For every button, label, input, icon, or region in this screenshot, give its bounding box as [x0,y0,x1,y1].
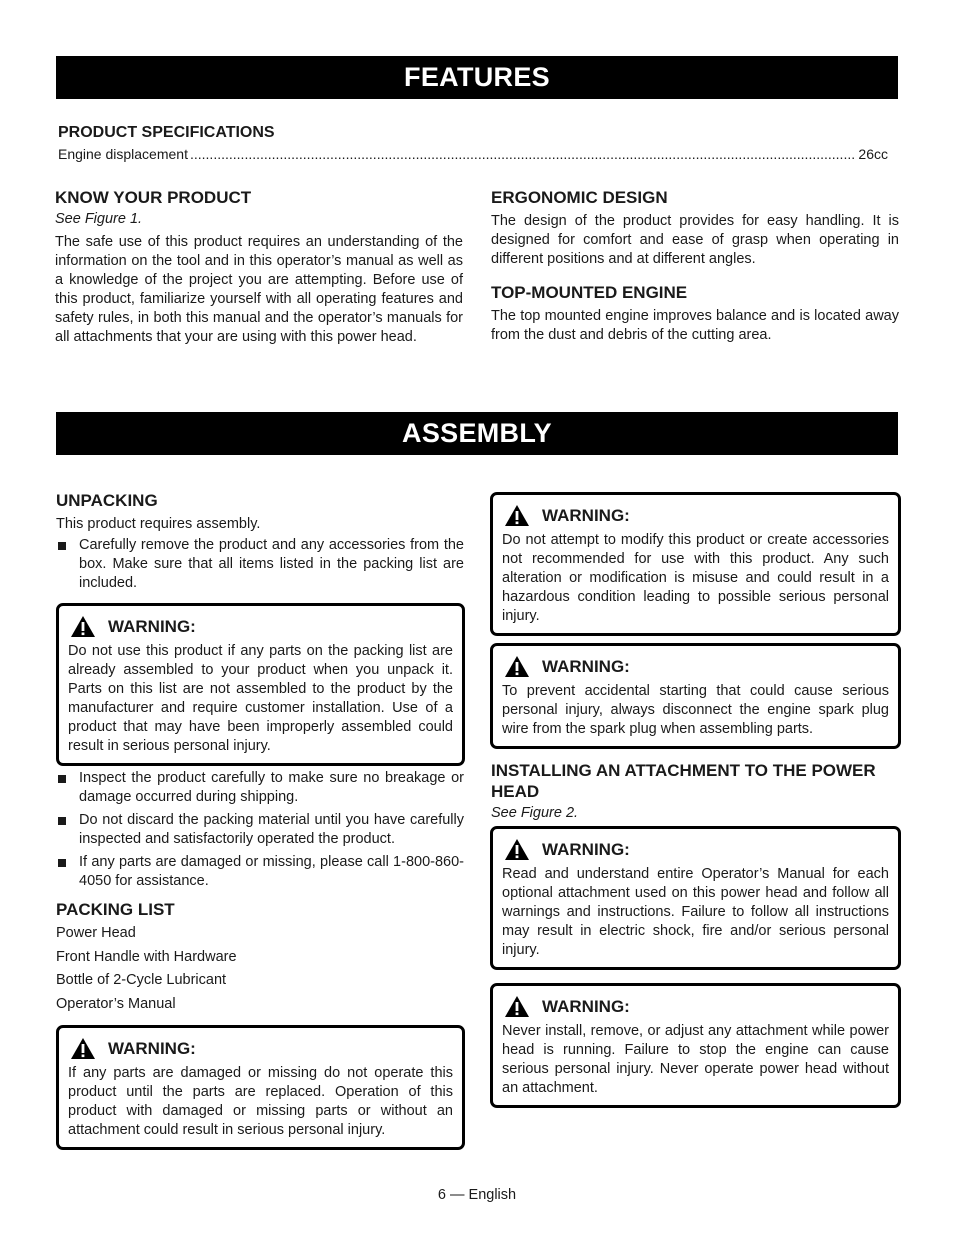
warning-header [502,995,889,1018]
warning-text: Do not attempt to modify this product or create accessories not recommended for use with this product. Any such alteration or modification is misuse and could result in a hazardous condition leading to possible serious personal injury. [502,532,889,624]
warning-label: WARNING: [108,1038,196,1058]
unpacking-section [56,490,464,597]
warning-header [502,655,889,678]
warning-triangle-icon [504,504,530,527]
assembly-banner: ASSEMBLY [56,412,898,455]
know-your-product-text: The safe use of this product requires an understanding of the information on the tool and in this operator’s manual as well as a knowledge of the project you are attempting. Before use of this product, familiarize yourself with all operating features and safety rules, in both this manual and the operator’s manuals for all attachments that your are using with this power head. [55,234,463,345]
bullet-icon [58,859,66,867]
spec-value: 26cc [858,146,888,162]
list-item-text: If any parts are damaged or missing, please call 1-800-860-4050 for assistance. [79,854,464,889]
packing-list-item: Operator’s Manual [56,995,176,1012]
packing-list-item: Front Handle with Hardware [56,948,237,965]
warning-text: Do not use this product if any parts on the packing list are already assembled to your product when you unpack it. Parts on this list are not assembled to the product by the manufacturer and require customer installation. Use of a product that may have been improperly assembled could result in serious personal injury. [68,643,453,754]
list-item [56,769,464,807]
warning-text: Read and understand entire Operator’s Manual for each optional attachment used on this power head and follow all warnings and instructions. Failure to follow all instructions may result in electric shock, fire and/or serious personal injury. [502,866,889,958]
list-item [56,811,464,849]
warning-label: WARNING: [542,996,630,1016]
warning-header [502,504,889,527]
packing-list-section [56,899,464,1016]
list-item-text: Carefully remove the product and any accessories from the box. Make sure that all items listed in the packing list are included. [79,537,464,591]
features-banner: FEATURES [56,56,898,99]
bullet-icon [58,775,66,783]
warning-triangle-icon [504,655,530,678]
list-item [56,536,464,593]
know-your-product-heading: KNOW YOUR PRODUCT [55,188,252,207]
top-mounted-engine-section [491,282,899,345]
packing-list-item: Bottle of 2-Cycle Lubricant [56,972,227,988]
know-your-product-section [55,187,463,347]
list-item-text: Do not discard the packing material until you have carefully inspected and satisfactorily operated the product. [79,812,464,847]
top-mounted-engine-heading: TOP-MOUNTED ENGINE [491,283,688,302]
spec-label: Engine displacement [58,146,188,162]
warning-triangle-icon [504,838,530,861]
list-item [56,853,464,891]
warning-box [56,603,465,766]
figure-reference: See Figure 1. [55,211,143,227]
ergonomic-design-text: The design of the product provides for easy handling. It is designed for comfort and ease of grasp when operating in different positions and at different angles. [491,213,899,267]
top-mounted-engine-text: The top mounted engine improves balance and is located away from the dust and debris of the cutting area. [491,308,899,343]
spec-row-engine-displacement [58,146,888,164]
warning-triangle-icon [504,995,530,1018]
warning-box [56,1025,465,1150]
bullet-icon [58,817,66,825]
installing-attachment-heading: INSTALLING AN ATTACHMENT TO THE POWER HEAD [491,761,876,801]
page-footer: 6 — English [437,1187,517,1203]
product-specifications-heading: PRODUCT SPECIFICATIONS [58,124,275,141]
warning-triangle-icon [70,615,96,638]
packing-list-item: Power Head [56,925,136,941]
warning-text: To prevent accidental starting that could cause serious personal injury, always disconnect the engine spark plug wire from the spark plug when assembling parts. [502,683,889,737]
ergonomic-design-heading: ERGONOMIC DESIGN [491,188,668,207]
warning-box [490,983,901,1108]
warning-text: Never install, remove, or adjust any attachment while power head is running. Failure to stop the engine can cause serious personal injury. Never operate power head without an attachment. [502,1023,889,1096]
warning-box [490,492,901,636]
unpacking-bullets [56,767,464,895]
warning-box [490,643,901,749]
warning-header [502,838,889,861]
warning-header [68,615,453,638]
unpacking-heading: UNPACKING [56,491,158,510]
warning-header [68,1037,453,1060]
warning-label: WARNING: [542,656,630,676]
packing-list-heading: PACKING LIST [56,900,175,919]
installing-attachment-section [491,760,899,823]
warning-label: WARNING: [542,839,630,859]
list-item-text: Inspect the product carefully to make sure no breakage or damage occurred during shipping. [79,770,464,805]
leader-dots [190,146,856,162]
packing-list [56,922,464,1016]
warning-triangle-icon [70,1037,96,1060]
warning-label: WARNING: [108,616,196,636]
bullet-icon [58,542,66,550]
warning-label: WARNING: [542,505,630,525]
ergonomic-design-section [491,187,899,269]
figure-reference: See Figure 2. [491,805,579,821]
warning-box [490,826,901,970]
warning-text: If any parts are damaged or missing do not operate this product until the parts are replaced. Operation of this product with damaged or missing parts or without an attachment could result in serious personal injury. [68,1065,453,1138]
unpacking-intro: This product requires assembly. [56,516,261,532]
